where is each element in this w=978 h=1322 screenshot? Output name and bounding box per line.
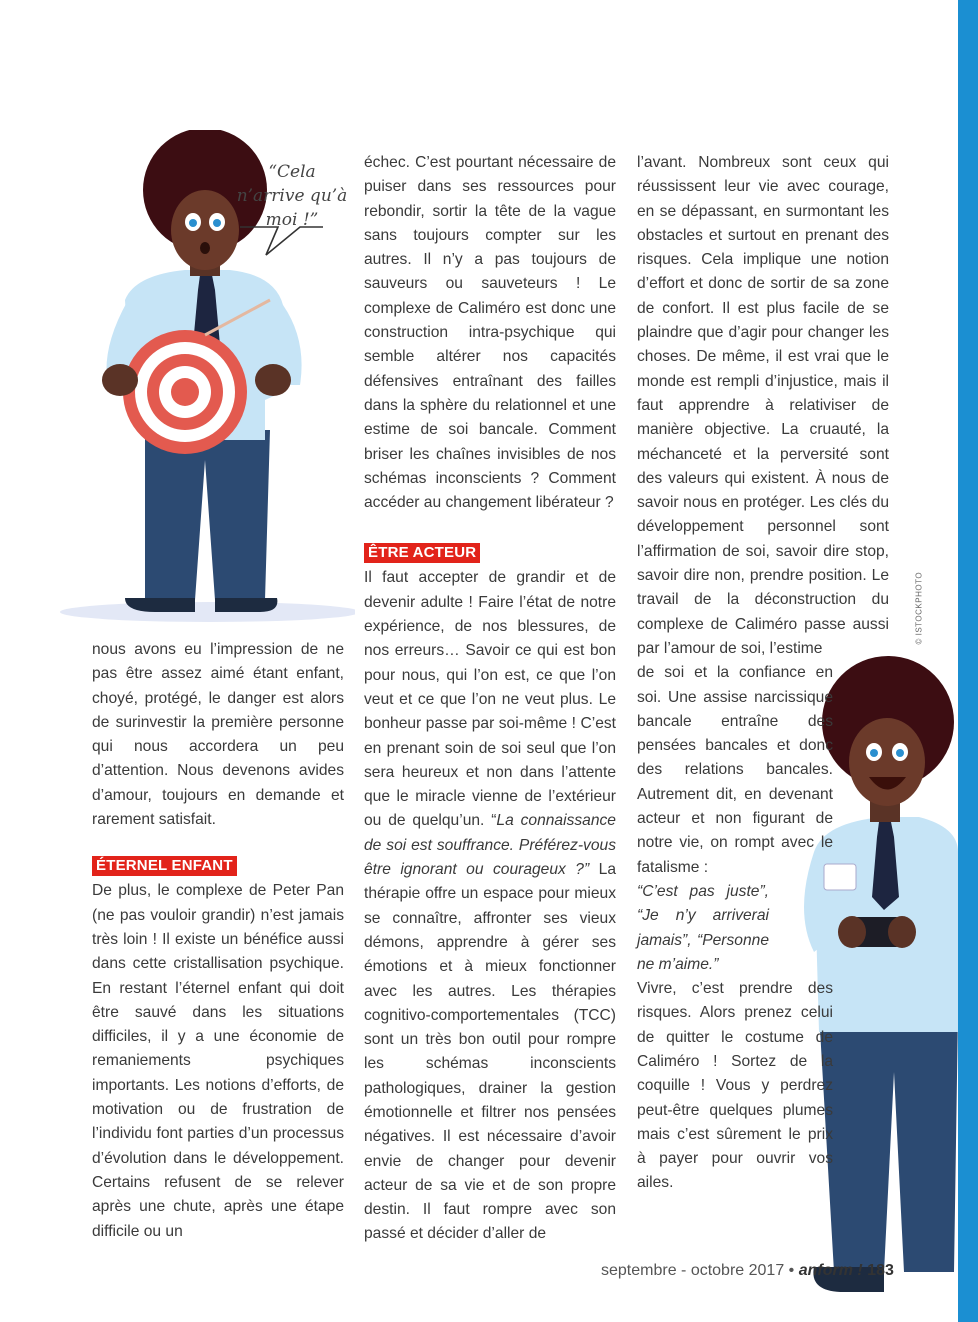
photo-credit: © ISTOCKPHOTO bbox=[914, 571, 924, 645]
footer bbox=[601, 1262, 894, 1280]
column-2 bbox=[364, 151, 616, 1247]
issue-date: septembre - octobre 2017 • bbox=[601, 1262, 795, 1279]
column-3 bbox=[637, 151, 889, 1196]
italic-quote: La connaissance de soi est souffrance. Préférez-vous être ignorant ou courageux ?” bbox=[364, 812, 616, 879]
section-heading-eternel-enfant: ÉTERNEL ENFANT bbox=[92, 856, 237, 876]
ground-shadow bbox=[60, 602, 355, 622]
speech-bubble-text: “Cela n’arrive qu’à moi !” bbox=[236, 162, 348, 230]
column-1 bbox=[92, 638, 344, 1244]
italic-quotes: “C’est pas juste”, “Je n’y arriverai jamais”, “Personne ne m’aime.” bbox=[637, 882, 769, 973]
text-run: La thérapie offre un espace pour mieux se connaître, affronter ses vieux démons, apprendre à gérer ses émotions et à mieux fonctionner avec les autres. Les thérapies cognitivo-comportementales (TCC) sont un très bon outil pour rompre les schémas inconscients pathologiques, drainer la gestion émotionnelle et filtrer nos pensées négatives. Il est nécessaire d’avoir envie de changer pour devenir acteur de sa vie et de son propre destin. Il faut rompre avec son passé et décider d’aller de bbox=[364, 861, 616, 1243]
paragraph: nous avons eu l’impression de ne pas être assez aimé étant enfant, choyé, protégé, le danger est alors de surinvestir la première personne qui nous accordera un peu d’attention. Nous devenons avides d’amour, toujours en demande et rarement satisfait. bbox=[92, 641, 344, 829]
paragraph: l’avant. Nombreux sont ceux qui réussissent leur vie avec courage, en se dépassant, en surmontant les obstacles et surtout en prenant des risques. Cela implique une notion d’effort et donc de sortir de sa zone de confort. Il est plus facile de se plaindre que d’agir pour changer les choses. De même, il est vrai que le monde est rempli d’injustice, mais il faut apprendre à relativiser de manière objective. La cruauté, la méchanceté et la perversité sont des valeurs qui existent. À nous de savoir nous en protéger. Les clés du développement personnel sont l’affirmation de soi, savoir dire stop, savoir dire non, prendre position. Le travail de la déconstruction du complexe de Caliméro passe aussi par l’amour de soi, l’estime bbox=[637, 154, 889, 657]
paragraph bbox=[364, 566, 616, 1246]
section-heading-etre-acteur: ÊTRE ACTEUR bbox=[364, 543, 480, 563]
page-number: 183 bbox=[867, 1262, 894, 1279]
sidebar-stripe bbox=[958, 0, 978, 1322]
paragraph: De plus, le complexe de Peter Pan (ne pas vouloir grandir) n’est jamais très loin ! Il existe un bénéfice aussi dans cette cristallisation psychique. En restant l’éternel enfant qui doit être sauvé dans les situations difficiles, il y a une économie de remaniements psychiques importants. Les notions d’efforts, de motivation ou de frustration de l’individu font parties d’un processus d’évolution dans le développement. Certains refusent de se relever après une chute, après une étape difficile ou un bbox=[92, 882, 344, 1240]
paragraph: échec. C’est pourtant nécessaire de puiser dans ses ressources pour rebondir, sortir la tête de la vague sans toujours compter sur les autres. Il n’y a pas toujours de sauveurs ou sauveteurs ! Le complexe de Caliméro est donc une construction intra-psychique qui semble altérer nos capacités défensives entraînant des failles dans la sphère du relationnel et une estime de soi bancale. Comment briser les chaînes invisibles de nos schémas inconscients ? Comment accéder au changement libérateur ? bbox=[364, 154, 616, 512]
paragraph: Vivre, c’est prendre des risques. Alors prenez celui de quitter le costume de Caliméro ! Sortez de la coquille ! Vous y perdrez peut-être quelques plumes mais c’est sûrement le prix à payer pour ouvrir vos ailes. bbox=[637, 980, 833, 1192]
paragraph: de soi et la confiance en soi. Une assise narcissique bancale entraîne des pensées bancales et donc des relations bancales. Autrement dit, en devenant acteur et non figurant de notre vie, on rompt avec le fatalisme : bbox=[637, 664, 833, 876]
text-run: Il faut accepter de grandir et de devenir adulte ! Faire l’état de notre expérience, de nos blessures, de nos erreurs… Savoir ce qui est bon pour nous, qui l’on est, ce que l’on veut et ce que l’on ne veut plus. Le bonheur passe par soi-même ! C’est en prenant soin de soi seul que l’on sera heureux et non dans l’attente que le miracle vienne de l’extérieur ou de quelqu’un. “ bbox=[364, 569, 616, 830]
magazine-brand: anform ! bbox=[798, 1262, 863, 1279]
